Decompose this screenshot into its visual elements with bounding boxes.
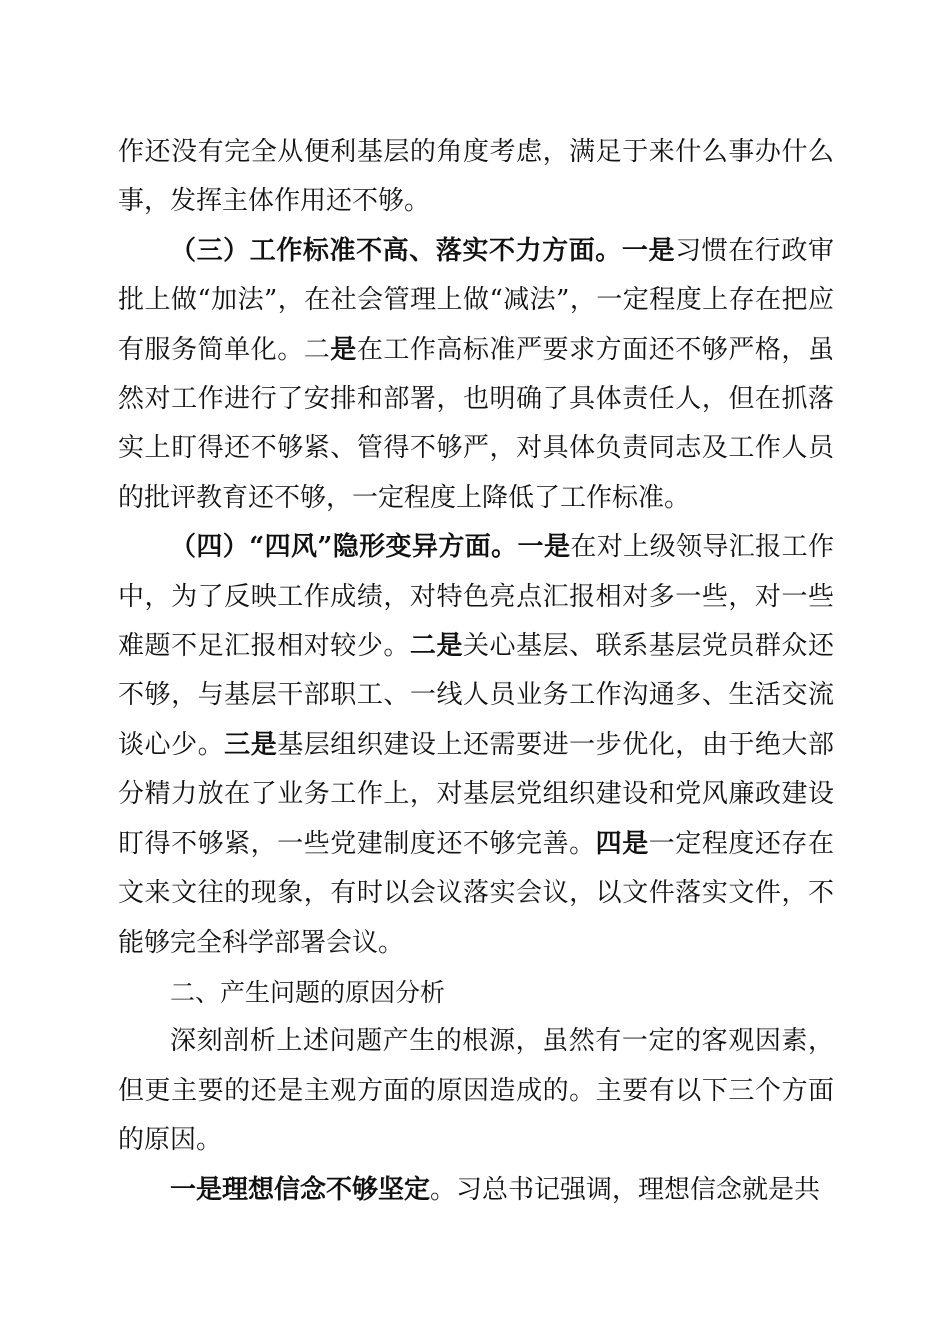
point-marker: 二是 xyxy=(409,631,463,662)
subsection-heading-four: （四）“四风”隐形变异方面。 xyxy=(170,532,518,563)
paragraph-text: 。习总书记强调，理想信念就是共 xyxy=(430,1174,821,1205)
point-heading-ideals: 一是理想信念不够坚定 xyxy=(170,1174,431,1205)
section-heading-cause-analysis: 二、产生问题的原因分析 xyxy=(170,977,446,1007)
document-body xyxy=(118,128,834,1215)
paragraph-text: 作还没有完全从便利基层的角度考虑，满足于来什么事办什么事，发挥主体作用还不够。 xyxy=(118,137,834,217)
paragraph-text: 关心基层、联系基层党员群众还不够，与基层干部职工、一线人员业务工作沟通多、生活交流谈心少。 xyxy=(118,631,834,760)
paragraph-continuation xyxy=(118,128,834,227)
point-marker: 是 xyxy=(330,334,357,365)
point-marker: 一是 xyxy=(517,532,571,563)
paragraph-text: 在工作高标准严要求方面还不够严格，虽然对工作进行了安排和部署，也明确了具体责任人，但在抓落实上盯得还不够紧、管得不够严，对具体负责同志及工作人员的批评教育还不够，一定程度上降低了工作标准。 xyxy=(118,334,834,513)
point-marker: 四是 xyxy=(595,828,649,859)
subsection-heading-three: （三）工作标准不高、落实不力方面。 xyxy=(170,235,622,266)
paragraph-work-standards xyxy=(118,227,834,523)
paragraph-four-winds xyxy=(118,523,834,968)
point-marker: 三是 xyxy=(224,729,278,760)
paragraph-ideals-beliefs xyxy=(118,1166,834,1215)
paragraph-text: 在对上级领导汇报工作中，为了反映工作成绩，对特色亮点汇报相对多一些，对一些难题不足汇报相对较少。 xyxy=(118,532,834,662)
paragraph-root-causes xyxy=(118,1017,834,1165)
point-marker: 一是 xyxy=(621,235,676,266)
paragraph-text: 基层组织建设上还需要进一步优化，由于绝大部分精力放在了业务工作上，对基层党组织建设和党风廉政建设盯得不够紧，一些党建制度还不够完善。 xyxy=(118,729,834,859)
paragraph-text: 习惯在行政审批上做“加法”，在社会管理上做“减法”，一定程度上存在把应有服务简单化。二 xyxy=(118,235,834,365)
paragraph-text: 一定程度还存在文来文往的现象，有时以会议落实会议，以文件落实文件，不能够完全科学部署会议。 xyxy=(118,828,834,958)
paragraph-text: 深刻剖析上述问题产生的根源，虽然有一定的客观因素，但更主要的还是主观方面的原因造成的。主要有以下三个方面的原因。 xyxy=(118,1026,834,1156)
